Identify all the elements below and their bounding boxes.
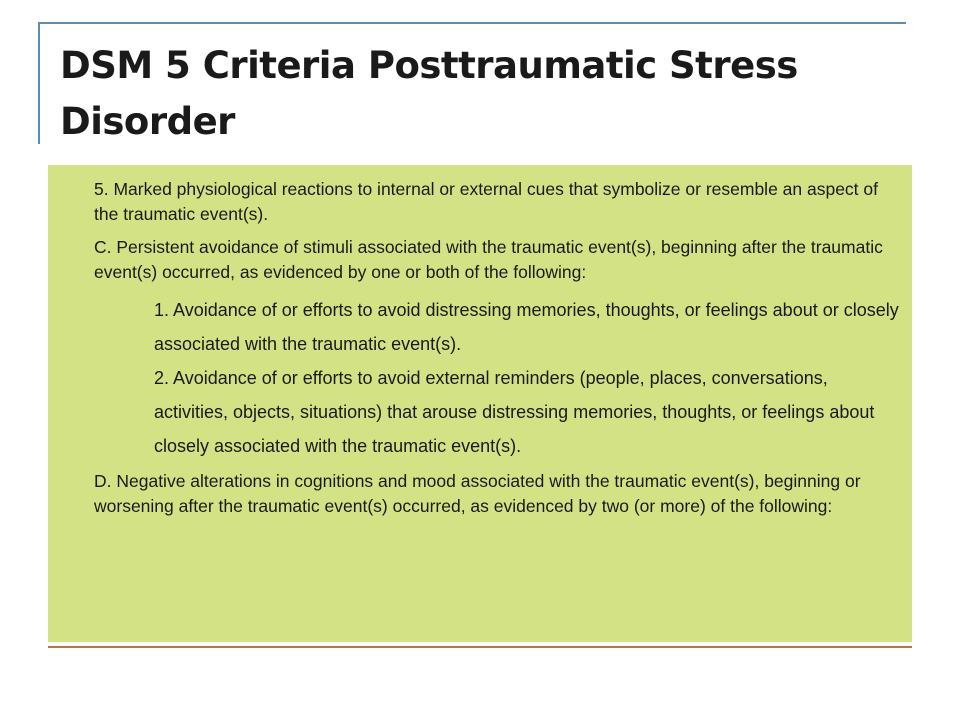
criterion-d: D. Negative alterations in cognitions and mood associated with the traumatic event(s), beginning or worsening after the traumatic event(s) occurred, as evidenced by two (or more) of the following:	[94, 471, 861, 516]
criterion-c2: 2. Avoidance of or efforts to avoid external reminders (people, places, conversations, activities, objects, situations) that arouse distressing memories, thoughts, or feelings about closely associated with the traumatic event(s).	[154, 368, 875, 456]
criteria-list	[94, 177, 904, 527]
content-rule-bottom	[48, 646, 912, 648]
slide-title: DSM 5 Criteria Posttraumatic Stress Disorder	[60, 44, 798, 143]
criterion-b5: 5. Marked physiological reactions to internal or external cues that symbolize or resemble an aspect of the traumatic event(s).	[94, 179, 879, 224]
title-rule-top	[40, 22, 906, 24]
criterion-c: C. Persistent avoidance of stimuli associated with the traumatic event(s), beginning after the traumatic event(s) occurred, as evidenced by one or both of the following:	[94, 237, 883, 282]
title-rule-left	[38, 22, 40, 144]
criterion-c1: 1. Avoidance of or efforts to avoid distressing memories, thoughts, or feelings about or closely associated with the traumatic event(s).	[154, 300, 899, 354]
